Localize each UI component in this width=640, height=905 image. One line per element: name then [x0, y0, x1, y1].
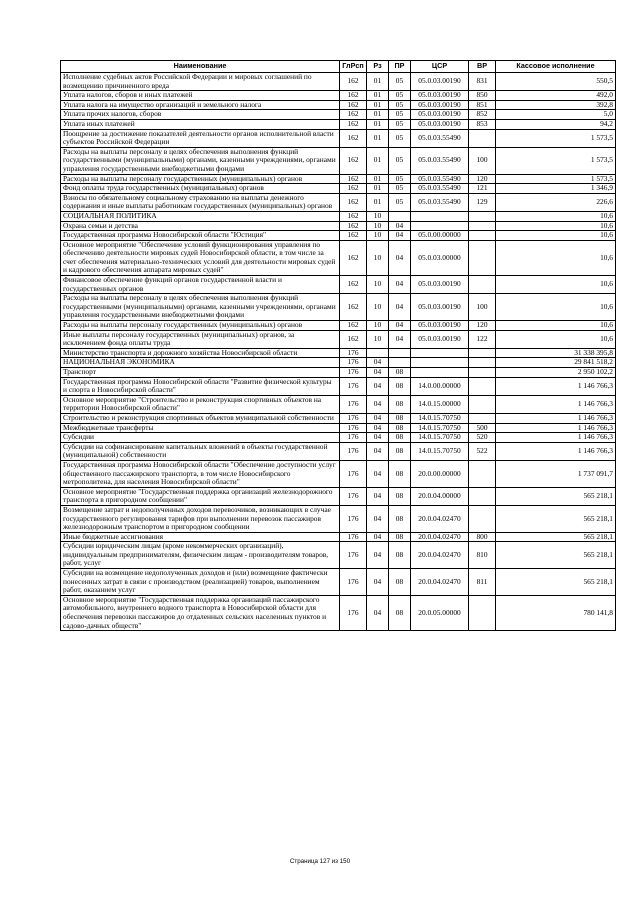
csr-cell: 05.0.03.55490 — [411, 193, 469, 211]
csr-cell: 20.0.04.02470 — [411, 542, 469, 569]
grbs-cell: 176 — [340, 487, 367, 505]
vr-cell — [469, 276, 496, 294]
vr-cell: 831 — [469, 73, 496, 91]
grbs-cell: 162 — [340, 129, 367, 147]
pr-cell: 08 — [389, 413, 411, 423]
row-name-cell: Иные бюджетные ассигнования — [61, 532, 340, 542]
pr-cell: 08 — [389, 532, 411, 542]
row-name-cell: Транспорт — [61, 368, 340, 378]
vr-cell — [469, 368, 496, 378]
vr-cell: 120 — [469, 321, 496, 331]
row-name-cell: Межбюджетные трансферты — [61, 423, 340, 433]
header-pr: ПР — [389, 61, 411, 73]
table-row — [61, 73, 616, 91]
amount-cell: 1 573,5 — [496, 147, 616, 174]
amount-cell: 565 218,1 — [496, 487, 616, 505]
row-name-cell: Иные выплаты персоналу государственных (муниципальных) органов, за исключением фонда оплаты труда — [61, 330, 340, 348]
amount-cell: 1 146 766,3 — [496, 433, 616, 443]
row-name-cell: Расходы на выплаты персоналу в целях обеспечения выполнения функций государственными (муниципальными) органами, казенными учреждениями, органами управления государственными внебюджетными фондами — [61, 294, 340, 321]
csr-cell: 05.0.03.00190 — [411, 100, 469, 110]
grbs-cell: 162 — [340, 91, 367, 101]
row-name-cell: Государственная программа Новосибирской области "Развитие физической культуры и спорта в Новосибирской области" — [61, 377, 340, 395]
row-name-cell: Поощрение за достижение показателей деятельности органов исполнительной власти субъектов Российской Федерации — [61, 129, 340, 147]
table-row — [61, 211, 616, 221]
table-row — [61, 542, 616, 569]
csr-cell: 14.0.15.70750 — [411, 413, 469, 423]
csr-cell: 14.0.15.70750 — [411, 423, 469, 433]
csr-cell: 05.0.00.00000 — [411, 231, 469, 241]
vr-cell: 853 — [469, 119, 496, 129]
rz-cell: 04 — [367, 460, 389, 487]
rz-cell: 10 — [367, 240, 389, 275]
vr-cell: 100 — [469, 147, 496, 174]
pr-cell: 08 — [389, 505, 411, 532]
grbs-cell: 176 — [340, 358, 367, 368]
rz-cell: 10 — [367, 221, 389, 231]
rz-cell: 01 — [367, 119, 389, 129]
grbs-cell: 162 — [340, 110, 367, 120]
grbs-cell: 176 — [340, 569, 367, 596]
amount-cell: 29 841 518,2 — [496, 358, 616, 368]
grbs-cell: 162 — [340, 184, 367, 194]
rz-cell: 01 — [367, 193, 389, 211]
table-row — [61, 240, 616, 275]
vr-cell — [469, 129, 496, 147]
row-name-cell: Субсидии юридическим лицам (кроме некоммерческих организаций), индивидуальным предпринимателям, физическим лицам - производителям товаров, работ, услуг — [61, 542, 340, 569]
amount-cell: 10,6 — [496, 294, 616, 321]
rz-cell: 04 — [367, 442, 389, 460]
vr-cell: 129 — [469, 193, 496, 211]
table-row — [61, 119, 616, 129]
amount-cell: 10,6 — [496, 240, 616, 275]
pr-cell: 05 — [389, 147, 411, 174]
csr-cell: 20.0.00.00000 — [411, 460, 469, 487]
table-body — [61, 73, 616, 631]
rz-cell: 01 — [367, 184, 389, 194]
pr-cell: 05 — [389, 174, 411, 184]
amount-cell: 5,0 — [496, 110, 616, 120]
pr-cell: 05 — [389, 184, 411, 194]
rz-cell: 04 — [367, 377, 389, 395]
pr-cell: 04 — [389, 276, 411, 294]
amount-cell: 550,5 — [496, 73, 616, 91]
vr-cell — [469, 595, 496, 630]
csr-cell: 05.0.03.00190 — [411, 330, 469, 348]
vr-cell: 121 — [469, 184, 496, 194]
pr-cell: 05 — [389, 73, 411, 91]
vr-cell: 122 — [469, 330, 496, 348]
rz-cell: 10 — [367, 231, 389, 241]
grbs-cell: 162 — [340, 211, 367, 221]
grbs-cell: 162 — [340, 330, 367, 348]
pr-cell: 05 — [389, 129, 411, 147]
csr-cell: 14.0.15.00000 — [411, 395, 469, 413]
table-row — [61, 110, 616, 120]
rz-cell: 01 — [367, 147, 389, 174]
grbs-cell: 176 — [340, 377, 367, 395]
row-name-cell: Фонд оплаты труда государственных (муниципальных) органов — [61, 184, 340, 194]
row-name-cell: Охрана семьи и детства — [61, 221, 340, 231]
csr-cell: 05.0.03.00190 — [411, 276, 469, 294]
csr-cell: 05.0.03.55490 — [411, 184, 469, 194]
rz-cell: 04 — [367, 487, 389, 505]
rz-cell: 04 — [367, 569, 389, 596]
csr-cell — [411, 368, 469, 378]
grbs-cell: 162 — [340, 73, 367, 91]
table-row — [61, 442, 616, 460]
row-name-cell: Расходы на выплаты персоналу государственных (муниципальных) органов — [61, 174, 340, 184]
row-name-cell: Финансовое обеспечение функций органов государственной власти и государственных органов — [61, 276, 340, 294]
vr-cell: 800 — [469, 532, 496, 542]
row-name-cell: Уплата налога на имущество организаций и земельного налога — [61, 100, 340, 110]
rz-cell: 10 — [367, 211, 389, 221]
table-row — [61, 487, 616, 505]
vr-cell: 810 — [469, 542, 496, 569]
csr-cell — [411, 211, 469, 221]
row-name-cell: Основное мероприятие "Государственная поддержка организаций железнодорожного транспорта в пригородном сообщении" — [61, 487, 340, 505]
amount-cell: 31 338 395,8 — [496, 348, 616, 358]
amount-cell: 780 141,8 — [496, 595, 616, 630]
pr-cell: 08 — [389, 423, 411, 433]
table-row — [61, 395, 616, 413]
csr-cell — [411, 358, 469, 368]
grbs-cell: 162 — [340, 294, 367, 321]
header-amount: Кассовое исполнение — [496, 61, 616, 73]
table-row — [61, 276, 616, 294]
pr-cell: 05 — [389, 119, 411, 129]
amount-cell: 1 146 766,3 — [496, 423, 616, 433]
table-row — [61, 377, 616, 395]
table-row — [61, 129, 616, 147]
csr-cell: 14.0.00.00000 — [411, 377, 469, 395]
row-name-cell: Основное мероприятие "Государственная поддержка организаций пассажирского автомобильного, внутреннего водного транспорта в Новосибирской области для обеспечения перевозки пассажиров до отдаленных сельских населенных пунктов и садово-дачных обществ" — [61, 595, 340, 630]
rz-cell: 01 — [367, 110, 389, 120]
table-row — [61, 294, 616, 321]
vr-cell: 120 — [469, 174, 496, 184]
csr-cell: 20.0.04.02470 — [411, 505, 469, 532]
rz-cell: 04 — [367, 423, 389, 433]
grbs-cell: 176 — [340, 532, 367, 542]
grbs-cell: 162 — [340, 321, 367, 331]
rz-cell: 04 — [367, 595, 389, 630]
row-name-cell: Строительство и реконструкция спортивных объектов муниципальной собственности — [61, 413, 340, 423]
amount-cell: 10,6 — [496, 231, 616, 241]
amount-cell: 94,2 — [496, 119, 616, 129]
amount-cell: 2 950 102,2 — [496, 368, 616, 378]
vr-cell: 851 — [469, 100, 496, 110]
csr-cell: 20.0.04.02470 — [411, 532, 469, 542]
row-name-cell: Исполнение судебных актов Российской Федерации и мировых соглашений по возмещению причиненного вреда — [61, 73, 340, 91]
amount-cell: 10,6 — [496, 211, 616, 221]
amount-cell: 1 146 766,3 — [496, 395, 616, 413]
pr-cell: 04 — [389, 330, 411, 348]
pr-cell: 05 — [389, 110, 411, 120]
grbs-cell: 176 — [340, 460, 367, 487]
grbs-cell: 162 — [340, 231, 367, 241]
grbs-cell: 162 — [340, 100, 367, 110]
grbs-cell: 176 — [340, 542, 367, 569]
csr-cell: 05.0.03.00190 — [411, 321, 469, 331]
csr-cell: 20.0.04.00000 — [411, 487, 469, 505]
row-name-cell: Субсидии — [61, 433, 340, 443]
grbs-cell: 176 — [340, 368, 367, 378]
pr-cell: 08 — [389, 487, 411, 505]
amount-cell: 1 146 766,3 — [496, 377, 616, 395]
pr-cell: 08 — [389, 377, 411, 395]
budget-table-page — [60, 60, 615, 631]
pr-cell: 05 — [389, 100, 411, 110]
pr-cell: 08 — [389, 368, 411, 378]
pr-cell: 04 — [389, 221, 411, 231]
table-row — [61, 321, 616, 331]
grbs-cell: 162 — [340, 221, 367, 231]
header-name: Наименование — [61, 61, 340, 73]
page-number: Страница 127 из 150 — [289, 858, 351, 865]
table-row — [61, 423, 616, 433]
table-row — [61, 147, 616, 174]
vr-cell — [469, 348, 496, 358]
vr-cell — [469, 377, 496, 395]
vr-cell: 811 — [469, 569, 496, 596]
amount-cell: 10,6 — [496, 221, 616, 231]
vr-cell — [469, 505, 496, 532]
amount-cell: 565 218,1 — [496, 569, 616, 596]
rz-cell: 04 — [367, 542, 389, 569]
pr-cell: 08 — [389, 542, 411, 569]
rz-cell: 10 — [367, 294, 389, 321]
csr-cell: 05.0.03.00190 — [411, 110, 469, 120]
header-vr: ВР — [469, 61, 496, 73]
vr-cell — [469, 395, 496, 413]
row-name-cell: Государственная программа Новосибирской области "Юстиция" — [61, 231, 340, 241]
pr-cell — [389, 211, 411, 221]
row-name-cell: Расходы на выплаты персоналу государственных (муниципальных) органов — [61, 321, 340, 331]
amount-cell: 392,8 — [496, 100, 616, 110]
grbs-cell: 176 — [340, 423, 367, 433]
csr-cell: 20.0.05.00000 — [411, 595, 469, 630]
vr-cell — [469, 231, 496, 241]
pr-cell: 08 — [389, 442, 411, 460]
csr-cell — [411, 348, 469, 358]
csr-cell: 05.0.03.55490 — [411, 174, 469, 184]
row-name-cell: НАЦИОНАЛЬНАЯ ЭКОНОМИКА — [61, 358, 340, 368]
rz-cell: 01 — [367, 100, 389, 110]
rz-cell: 01 — [367, 129, 389, 147]
row-name-cell: Расходы на выплаты персоналу в целях обеспечения выполнения функций государственными (муниципальными) органами, казенными учреждениями, органами управления государственными внебюджетными фондами — [61, 147, 340, 174]
vr-cell: 850 — [469, 91, 496, 101]
amount-cell: 10,6 — [496, 330, 616, 348]
rz-cell: 04 — [367, 395, 389, 413]
vr-cell — [469, 413, 496, 423]
table-row — [61, 569, 616, 596]
row-name-cell: Министерство транспорта и дорожного хозяйства Новосибирской области — [61, 348, 340, 358]
grbs-cell: 162 — [340, 119, 367, 129]
csr-cell: 05.0.03.00190 — [411, 119, 469, 129]
rz-cell: 04 — [367, 532, 389, 542]
row-name-cell: Уплата прочих налогов, сборов — [61, 110, 340, 120]
vr-cell: 100 — [469, 294, 496, 321]
pr-cell: 04 — [389, 294, 411, 321]
rz-cell: 04 — [367, 368, 389, 378]
grbs-cell: 176 — [340, 433, 367, 443]
rz-cell: 01 — [367, 73, 389, 91]
vr-cell — [469, 460, 496, 487]
csr-cell: 05.0.03.55490 — [411, 147, 469, 174]
vr-cell — [469, 221, 496, 231]
table-row — [61, 91, 616, 101]
csr-cell: 14.0.15.70750 — [411, 433, 469, 443]
amount-cell: 565 218,1 — [496, 532, 616, 542]
grbs-cell: 162 — [340, 193, 367, 211]
vr-cell: 522 — [469, 442, 496, 460]
row-name-cell: Основное мероприятие "Обеспечение условий функционирования управления по обеспечению деятельности мировых судей Новосибирской области, в том числе за счет обеспечения материально-технических условий для деятельности мировых судей и кадрового обеспечения аппарата мировых судей" — [61, 240, 340, 275]
grbs-cell: 176 — [340, 505, 367, 532]
pr-cell: 05 — [389, 91, 411, 101]
header-grbs: ГлРсп — [340, 61, 367, 73]
row-name-cell: Субсидии на софинансирование капитальных вложений в объекты государственной (муниципальной) собственности — [61, 442, 340, 460]
amount-cell: 1 146 766,3 — [496, 442, 616, 460]
csr-cell: 05.0.03.55490 — [411, 129, 469, 147]
grbs-cell: 162 — [340, 240, 367, 275]
csr-cell: 14.0.15.70750 — [411, 442, 469, 460]
grbs-cell: 176 — [340, 348, 367, 358]
table-row — [61, 505, 616, 532]
row-name-cell: Субсидии на возмещение недополученных доходов и (или) возмещение фактически понесенных затрат в связи с производством (реализацией) товаров, выполнением работ, оказанием услуг — [61, 569, 340, 596]
table-row — [61, 433, 616, 443]
rz-cell: 01 — [367, 91, 389, 101]
amount-cell: 1 146 766,3 — [496, 413, 616, 423]
vr-cell: 500 — [469, 423, 496, 433]
csr-cell: 05.0.03.00190 — [411, 91, 469, 101]
pr-cell: 04 — [389, 240, 411, 275]
rz-cell: 04 — [367, 413, 389, 423]
row-name-cell: Уплата налогов, сборов и иных платежей — [61, 91, 340, 101]
row-name-cell: СОЦИАЛЬНАЯ ПОЛИТИКА — [61, 211, 340, 221]
amount-cell: 1 573,5 — [496, 129, 616, 147]
csr-cell: 20.0.04.02470 — [411, 569, 469, 596]
table-row — [61, 231, 616, 241]
table-row — [61, 368, 616, 378]
csr-cell: 05.0.03.00190 — [411, 73, 469, 91]
table-row — [61, 358, 616, 368]
csr-cell: 05.0.03.00190 — [411, 294, 469, 321]
pr-cell: 04 — [389, 321, 411, 331]
grbs-cell: 162 — [340, 174, 367, 184]
amount-cell: 10,6 — [496, 276, 616, 294]
grbs-cell: 176 — [340, 413, 367, 423]
pr-cell: 08 — [389, 460, 411, 487]
amount-cell: 565 218,1 — [496, 542, 616, 569]
pr-cell: 08 — [389, 395, 411, 413]
grbs-cell: 176 — [340, 442, 367, 460]
rz-cell: 04 — [367, 433, 389, 443]
pr-cell: 04 — [389, 231, 411, 241]
row-name-cell: Возмещение затрат и недополученных доходов перевозчиков, возникающих в случае государственного регулирования тарифов при выполнении перевозок пассажиров железнодорожным транспортом в пригородном сообщении — [61, 505, 340, 532]
rz-cell: 10 — [367, 321, 389, 331]
table-row — [61, 193, 616, 211]
row-name-cell: Взносы по обязательному социальному страхованию на выплаты денежного содержания и иные выплаты работникам государственных (муниципальных) органов — [61, 193, 340, 211]
amount-cell: 1 737 091,7 — [496, 460, 616, 487]
rz-cell: 10 — [367, 330, 389, 348]
amount-cell: 1 346,9 — [496, 184, 616, 194]
amount-cell: 226,6 — [496, 193, 616, 211]
pr-cell: 08 — [389, 433, 411, 443]
table-row — [61, 330, 616, 348]
pr-cell — [389, 348, 411, 358]
vr-cell — [469, 211, 496, 221]
vr-cell — [469, 487, 496, 505]
rz-cell: 04 — [367, 505, 389, 532]
table-row — [61, 460, 616, 487]
rz-cell: 10 — [367, 276, 389, 294]
header-rz: Рз — [367, 61, 389, 73]
row-name-cell: Уплата иных платежей — [61, 119, 340, 129]
amount-cell: 10,6 — [496, 321, 616, 331]
amount-cell: 492,0 — [496, 91, 616, 101]
table-row — [61, 184, 616, 194]
vr-cell — [469, 240, 496, 275]
header-csr: ЦСР — [411, 61, 469, 73]
grbs-cell: 162 — [340, 276, 367, 294]
vr-cell: 852 — [469, 110, 496, 120]
csr-cell: 05.0.03.00000 — [411, 240, 469, 275]
pr-cell: 05 — [389, 193, 411, 211]
grbs-cell: 162 — [340, 147, 367, 174]
budget-table — [60, 60, 616, 631]
row-name-cell: Государственная программа Новосибирской области "Обеспечение доступности услуг общественного пассажирского транспорта, в том числе Новосибирского метрополитена, для населения Новосибирской области" — [61, 460, 340, 487]
pr-cell: 08 — [389, 569, 411, 596]
grbs-cell: 176 — [340, 395, 367, 413]
table-header-row — [61, 61, 616, 73]
vr-cell — [469, 358, 496, 368]
grbs-cell: 176 — [340, 595, 367, 630]
rz-cell: 04 — [367, 358, 389, 368]
pr-cell: 08 — [389, 595, 411, 630]
amount-cell: 565 218,1 — [496, 505, 616, 532]
table-row — [61, 413, 616, 423]
table-row — [61, 595, 616, 630]
amount-cell: 1 573,5 — [496, 174, 616, 184]
vr-cell: 520 — [469, 433, 496, 443]
row-name-cell: Основное мероприятие "Строительство и реконструкция спортивных объектов на территории Новосибирской области" — [61, 395, 340, 413]
rz-cell: 01 — [367, 174, 389, 184]
